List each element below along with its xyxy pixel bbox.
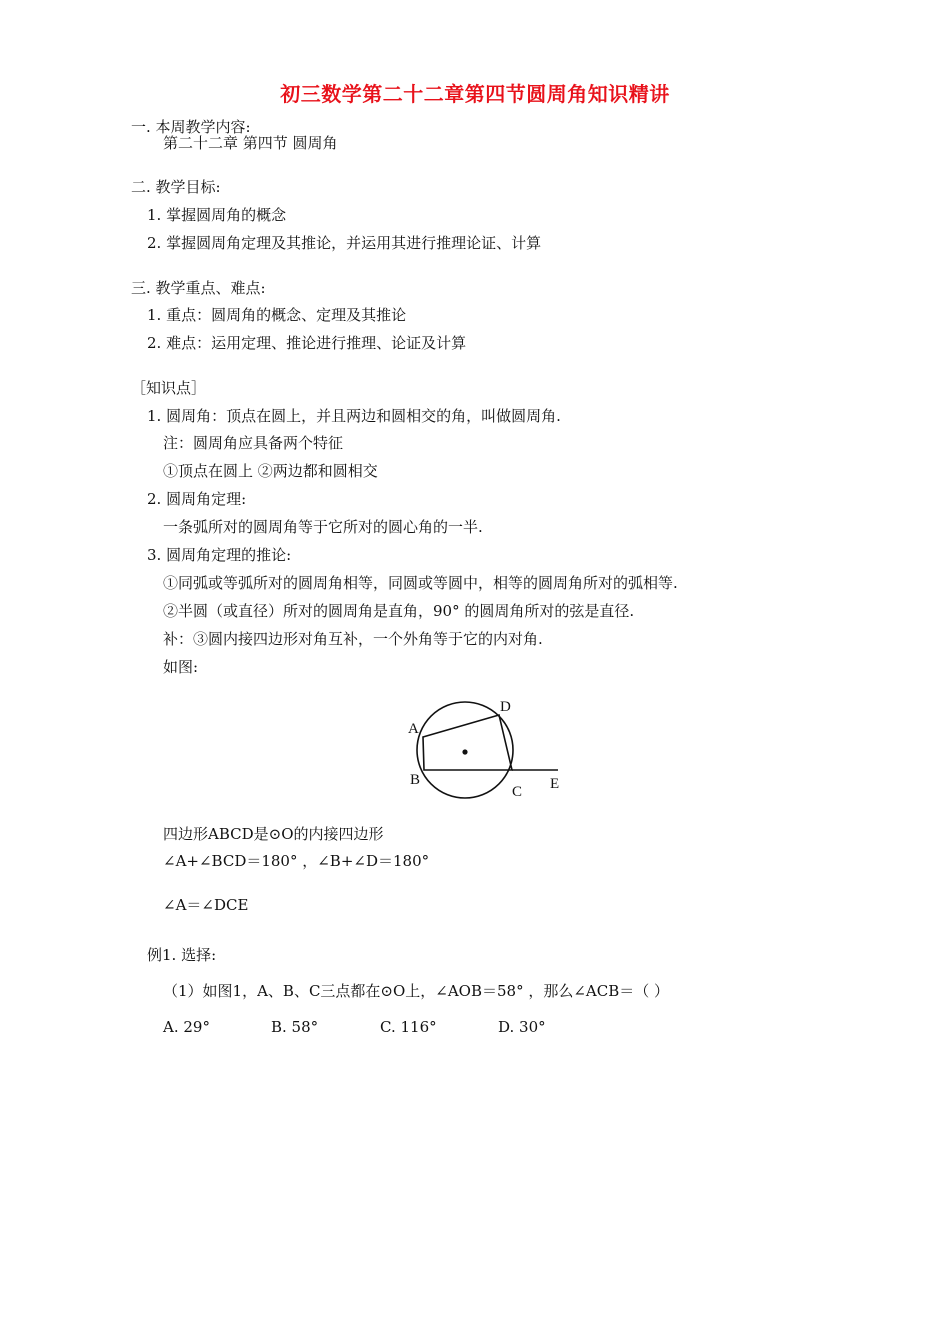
center-point — [462, 749, 467, 754]
knowledge-point-1-note: 注：圆周角应具备两个特征 — [163, 434, 344, 452]
knowledge-heading: ［知识点］ — [131, 379, 207, 397]
document-title: 初三数学第二十二章第四节圆周角知识精讲 — [280, 82, 670, 106]
section-1-content: 第二十二章 第四节 圆周角 — [163, 134, 338, 152]
option-d: D. 30° — [498, 1018, 546, 1036]
corollary-1: ①同弧或等弧所对的圆周角相等，同圆或等圆中，相等的圆周角所对的弧相等. — [163, 574, 678, 592]
quadrilateral-statement: 四边形ABCD是⊙O的内接四边形 — [163, 825, 384, 843]
angle-sum-statement: ∠A+∠BCD＝180° ，∠B+∠D＝180° — [163, 852, 430, 870]
knowledge-point-2-text: 一条弧所对的圆周角等于它所对的圆心角的一半. — [163, 518, 483, 536]
figure-svg — [395, 690, 575, 810]
label-c: C — [512, 784, 523, 800]
label-d: D — [500, 699, 511, 715]
knowledge-point-3: 3. 圆周角定理的推论: — [147, 546, 292, 564]
corollary-2: ②半圆（或直径）所对的圆周角是直角，90° 的圆周角所对的弦是直径. — [163, 602, 635, 620]
example-heading: 例1. 选择: — [147, 946, 217, 964]
example-question-1: （1）如图1，A、B、C三点都在⊙O上，∠AOB＝58° ，那么∠ACB＝（ ） — [163, 982, 670, 1000]
quadrilateral-abcd — [423, 715, 512, 770]
section-2-heading: 二. 教学目标: — [131, 178, 221, 196]
option-b: B. 58° — [271, 1018, 319, 1036]
option-c: C. 116° — [380, 1018, 437, 1036]
section-3-heading: 三. 教学重点、难点: — [131, 279, 266, 297]
exterior-angle-statement: ∠A＝∠DCE — [163, 896, 249, 914]
label-a: A — [408, 721, 419, 737]
label-e: E — [550, 776, 560, 792]
label-b: B — [410, 772, 421, 788]
section-2-item: 1. 掌握圆周角的概念 — [147, 206, 287, 224]
corollary-3: 补：③圆内接四边形对角互补，一个外角等于它的内对角. — [163, 630, 543, 648]
knowledge-point-1-features: ①顶点在圆上 ②两边都和圆相交 — [163, 462, 378, 480]
knowledge-point-1: 1. 圆周角：顶点在圆上，并且两边和圆相交的角，叫做圆周角. — [147, 407, 561, 425]
figure-intro: 如图: — [163, 658, 199, 676]
knowledge-point-2: 2. 圆周角定理: — [147, 490, 247, 508]
option-a: A. 29° — [163, 1018, 210, 1036]
section-2-item: 2. 掌握圆周角定理及其推论，并运用其进行推理论证、计算 — [147, 234, 542, 252]
inscribed-quadrilateral-figure — [395, 690, 575, 810]
section-1-heading: 一. 本周教学内容: — [131, 118, 251, 136]
section-3-item: 2. 难点：运用定理、推论进行推理、论证及计算 — [147, 334, 467, 352]
section-3-item: 1. 重点：圆周角的概念、定理及其推论 — [147, 306, 407, 324]
